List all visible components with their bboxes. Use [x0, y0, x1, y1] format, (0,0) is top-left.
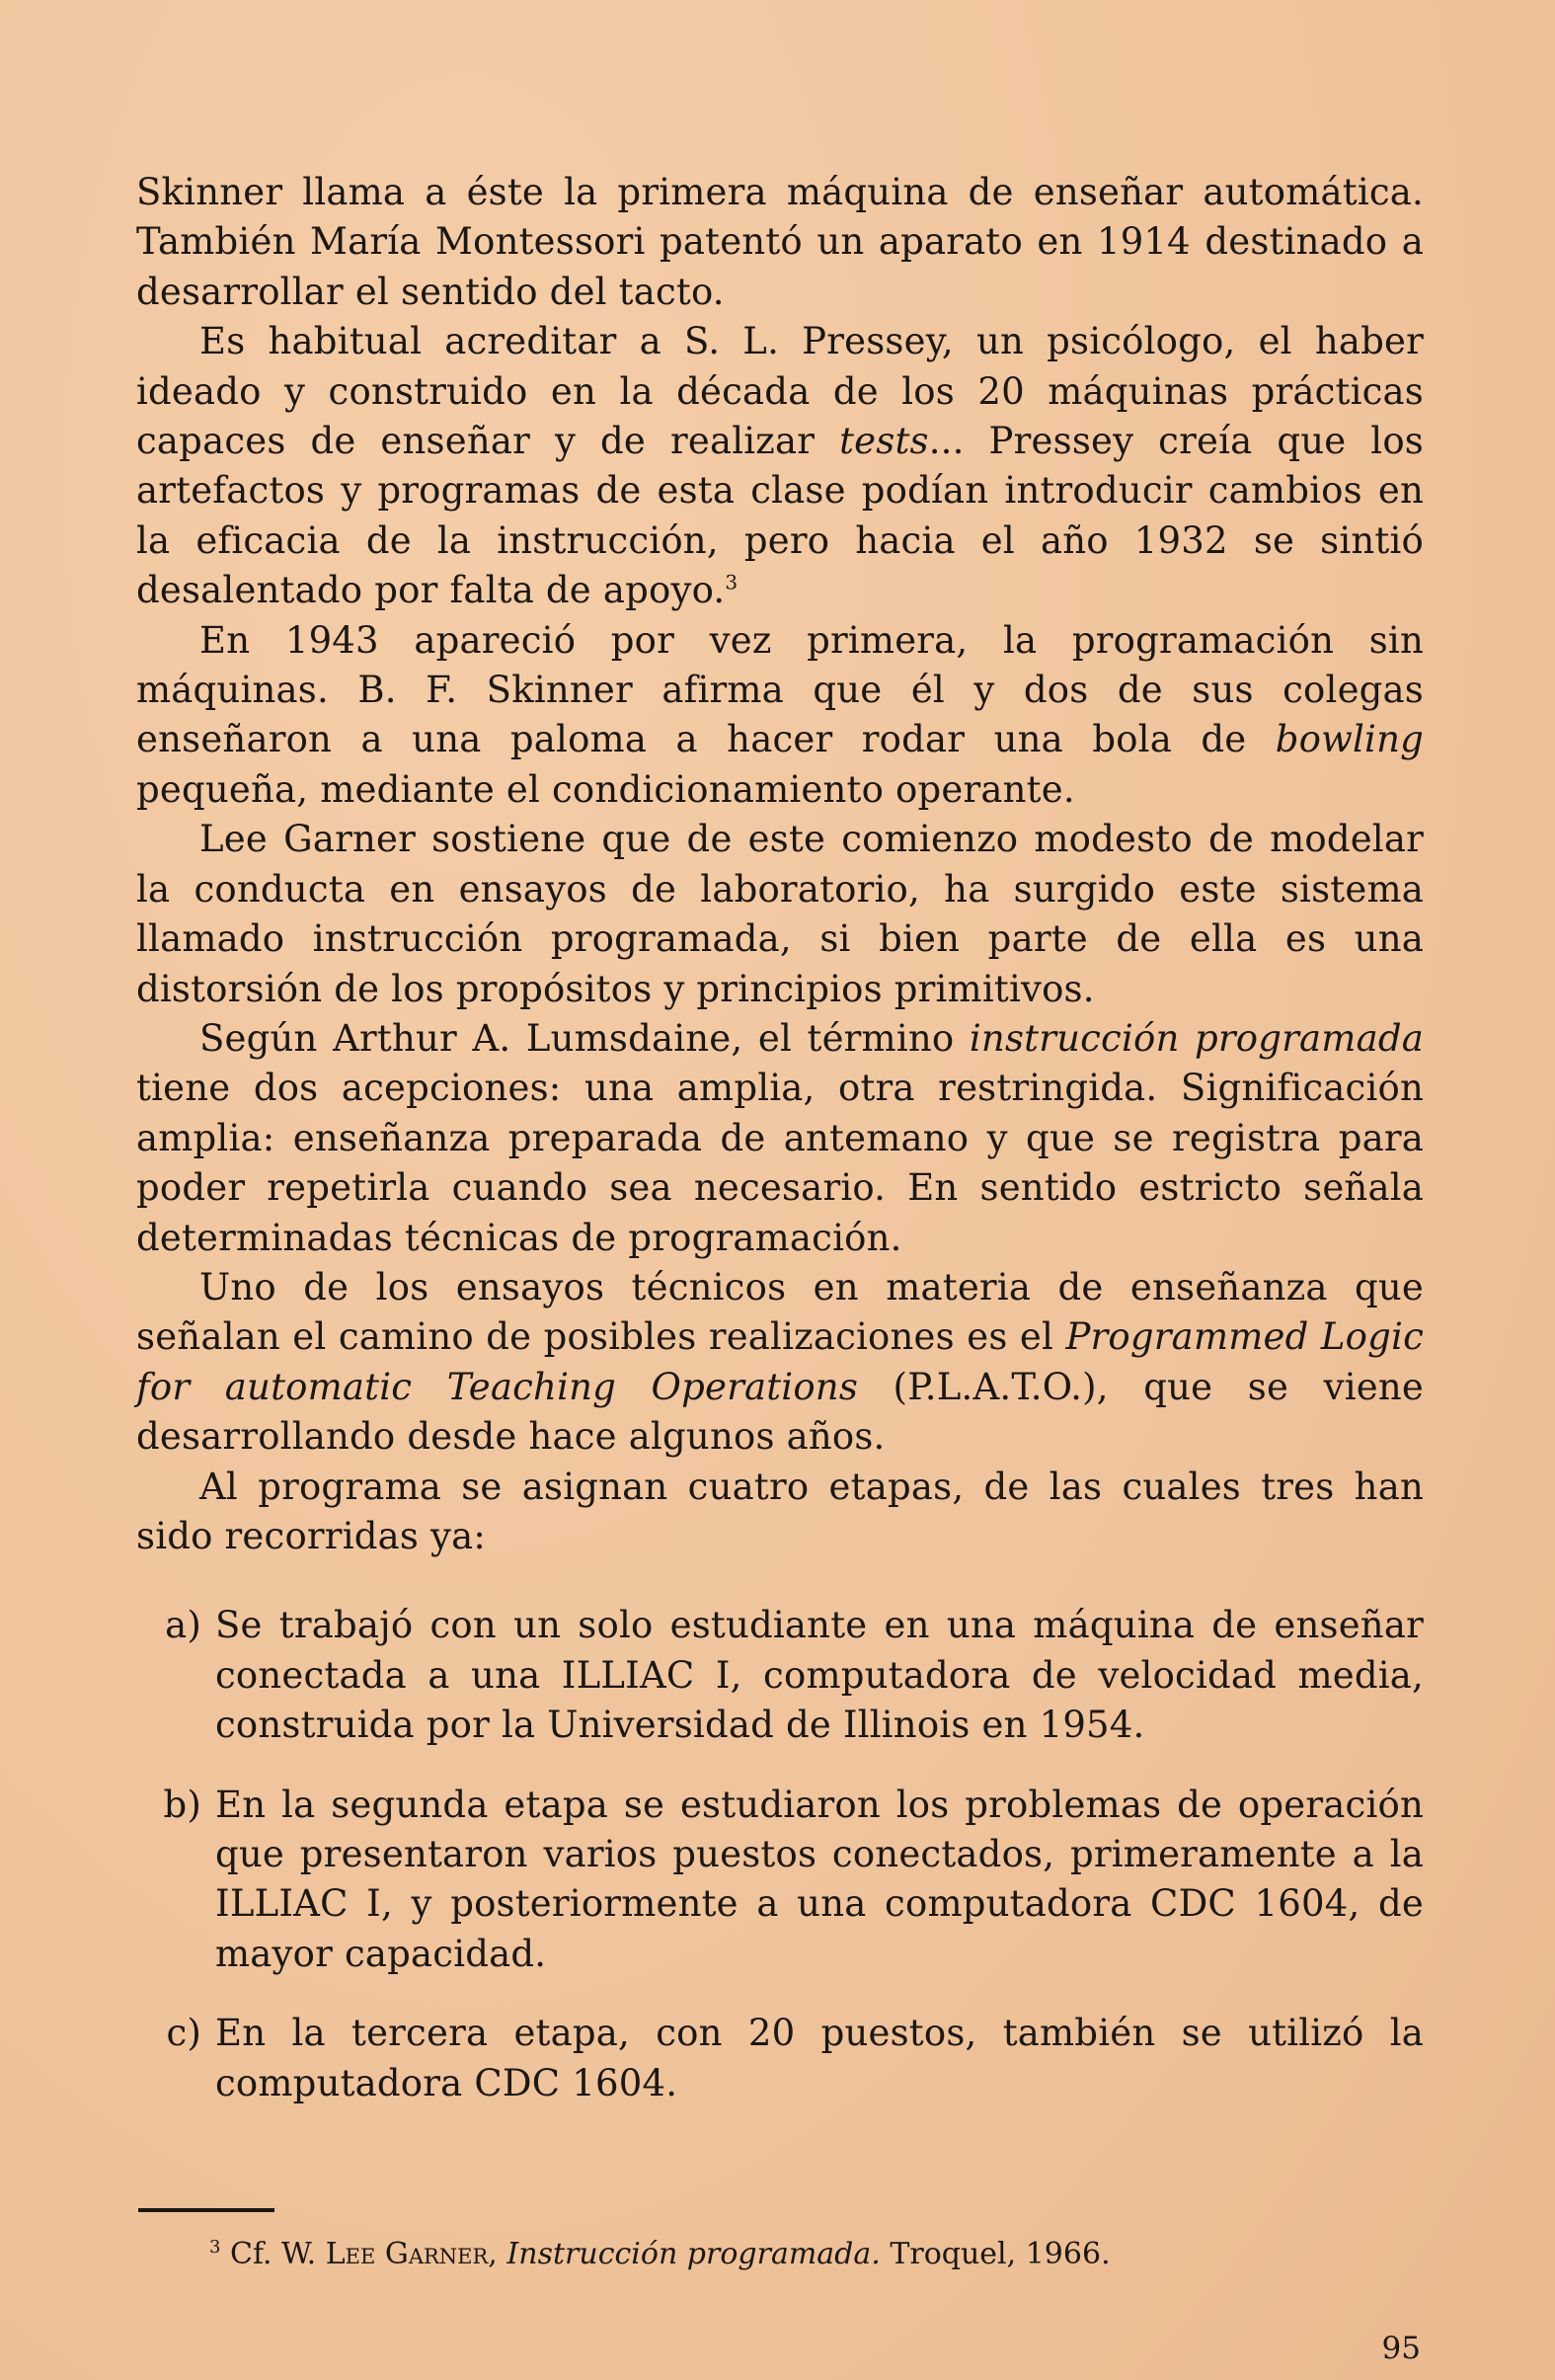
- stage-list: [136, 1601, 1424, 2108]
- footnote-publisher: Troquel, 1966.: [890, 2237, 1111, 2271]
- footnote-number: 3: [209, 2237, 221, 2258]
- list-item-text: Se trabajó con un solo estudiante en una máquina de enseñar conectada a una ILLIAC I, computadora de velocidad media, construida por la Universidad de Illinois en 1954.: [215, 1604, 1424, 1747]
- paragraph-5-text-a: Según Arthur A. Lumsdaine, el término: [199, 1016, 970, 1060]
- footnote-reference: 3: [725, 570, 739, 595]
- paragraph-6-text-a: Uno de los ensayos técnicos en materia de enseñanza que señalan el camino de posibles realizaciones es el: [136, 1265, 1424, 1359]
- footnote-author: Lee Garner,: [325, 2237, 498, 2271]
- footnote-title: Instrucción programada.: [506, 2237, 881, 2271]
- paragraph-2-text-b: ... Pressey creía que los artefactos y programas de esta clase podían introducir cambios en la eficacia de la instrucción, pero hacia el año 1932 se sintió desalentado por falta de apoyo.: [136, 420, 1424, 612]
- body-text: [136, 168, 1424, 2138]
- list-item-label: a): [165, 1604, 201, 1647]
- list-item: [136, 2009, 1424, 2108]
- paragraph-4-text: Lee Garner sostiene que de este comienzo modesto de modelar la conducta en ensayos de laboratorio, ha surgido este sistema llamado instrucción programada, si bien parte de ella es una distorsión de los propósitos y principios primitivos.: [136, 818, 1424, 1010]
- paragraph-5-italic: instrucción programada: [969, 1016, 1424, 1060]
- list-item-label: c): [166, 2012, 201, 2055]
- paragraph-2: [136, 317, 1424, 615]
- paragraph-5: [136, 1014, 1424, 1263]
- paragraph-3: [136, 616, 1424, 816]
- paragraph-6-text-b: (P.L.A.T.O.), que se viene desarrollando desde hace algunos años.: [136, 1365, 1424, 1459]
- list-item: [136, 1781, 1424, 1980]
- paragraph-2-text-a: Es habitual acreditar a S. L. Pressey, un psicólogo, el haber ideado y construido en la década de los 20 máquinas prácticas capaces de enseñar y de realizar: [136, 320, 1424, 463]
- paragraph-2-italic: tests: [839, 420, 929, 463]
- paragraph-3-text-a: En 1943 apareció por vez primera, la programación sin máquinas. B. F. Skinner afirma que él y dos de sus colegas enseñaron a una paloma a hacer rodar una bola de: [136, 618, 1424, 761]
- page-number: 95: [1381, 2331, 1421, 2366]
- paragraph-1-text: Skinner llama a éste la primera máquina de enseñar automática. También María Montessori patentó un aparato en 1914 destinado a desarrollar el sentido del tacto.: [136, 171, 1424, 313]
- paragraph-3-text-b: pequeña, mediante el condicionamiento operante.: [136, 767, 1075, 811]
- footnote: [209, 2228, 1111, 2274]
- list-item-text: En la tercera etapa, con 20 puestos, también se utilizó la computadora CDC 1604.: [215, 2012, 1424, 2104]
- paragraph-7: [136, 1463, 1424, 1562]
- list-item-text: En la segunda etapa se estudiaron los problemas de operación que presentaron varios puestos conectados, primeramente a la ILLIAC I, y posteriormente a una computadora CDC 1604, de mayor capacidad.: [215, 1783, 1424, 1975]
- paragraph-4: [136, 815, 1424, 1014]
- paragraph-7-text: Al programa se asignan cuatro etapas, de las cuales tres han sido recorridas ya:: [136, 1465, 1424, 1557]
- footnote-divider: [138, 2208, 274, 2212]
- paragraph-1: [136, 168, 1424, 317]
- paragraph-6-italic: Programmed Logic for automatic Teaching Operations: [136, 1315, 1424, 1408]
- paragraph-6: [136, 1263, 1424, 1463]
- paragraph-5-text-b: tiene dos acepciones: una amplia, otra restringida. Significación amplia: enseñanza preparada de antemano y que se registra para poder repetirla cuando sea necesario. En sentido estricto señala determinadas técnicas de programación.: [136, 1067, 1424, 1259]
- paragraph-3-italic: bowling: [1275, 718, 1424, 761]
- list-item-label: b): [163, 1783, 201, 1826]
- list-item: [136, 1601, 1424, 1750]
- footnote-prefix: Cf. W.: [230, 2237, 326, 2271]
